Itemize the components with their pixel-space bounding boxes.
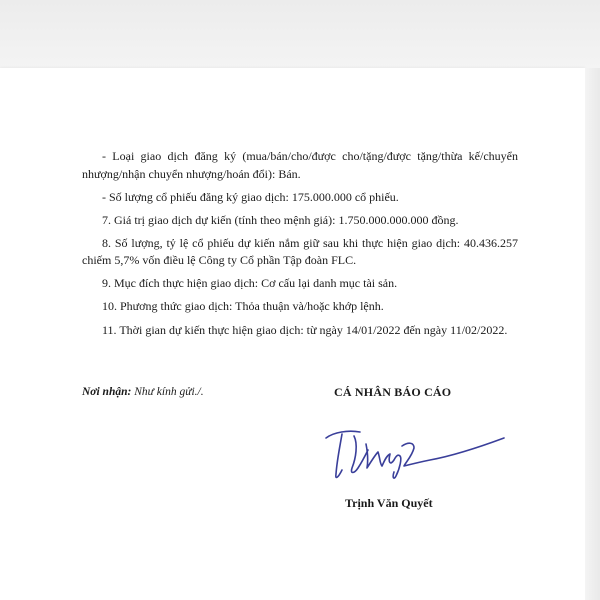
document-body [82, 148, 518, 345]
recipient-line [82, 386, 204, 398]
signature-image [322, 424, 512, 488]
signer-title: CÁ NHÂN BÁO CÁO [334, 385, 452, 399]
recipient-label: Nơi nhận: [82, 386, 132, 398]
paragraph-method: 10. Phương thức giao dịch: Thỏa thuận và/hoặc khớp lệnh. [102, 299, 384, 314]
top-background-strip [0, 0, 600, 70]
paragraph-share-quantity: - Số lượng cổ phiếu đăng ký giao dịch: 175.000.000 cổ phiếu. [102, 189, 399, 204]
signer-name: Trịnh Văn Quyết [345, 496, 433, 510]
page-right-edge [585, 68, 600, 600]
paragraph-purpose: 9. Mục đích thực hiện giao dịch: Cơ cấu lại danh mục tài sản. [102, 276, 398, 291]
paragraph-transaction-type: - Loại giao dịch đăng ký (mua/bán/cho/được cho/tặng/được tặng/thừa kế/chuyển nhượng/nhận chuyển nhượng/hoán đổi): Bán. [82, 149, 518, 181]
recipient-value: Như kính gửi./. [134, 386, 204, 398]
paragraph-time-period: 11. Thời gian dự kiến thực hiện giao dịch: từ ngày 14/01/2022 đến ngày 11/02/2022. [102, 322, 508, 337]
paragraph-holding-after: 8. Số lượng, tỷ lệ cổ phiếu dự kiến nắm giữ sau khi thực hiện giao dịch: 40.436.257 chiếm 5,7% vốn điều lệ Công ty Cổ phần Tập đoàn FLC. [82, 235, 518, 268]
paragraph-transaction-value: 7. Giá trị giao dịch dự kiến (tính theo mệnh giá): 1.750.000.000.000 đồng. [102, 212, 459, 227]
